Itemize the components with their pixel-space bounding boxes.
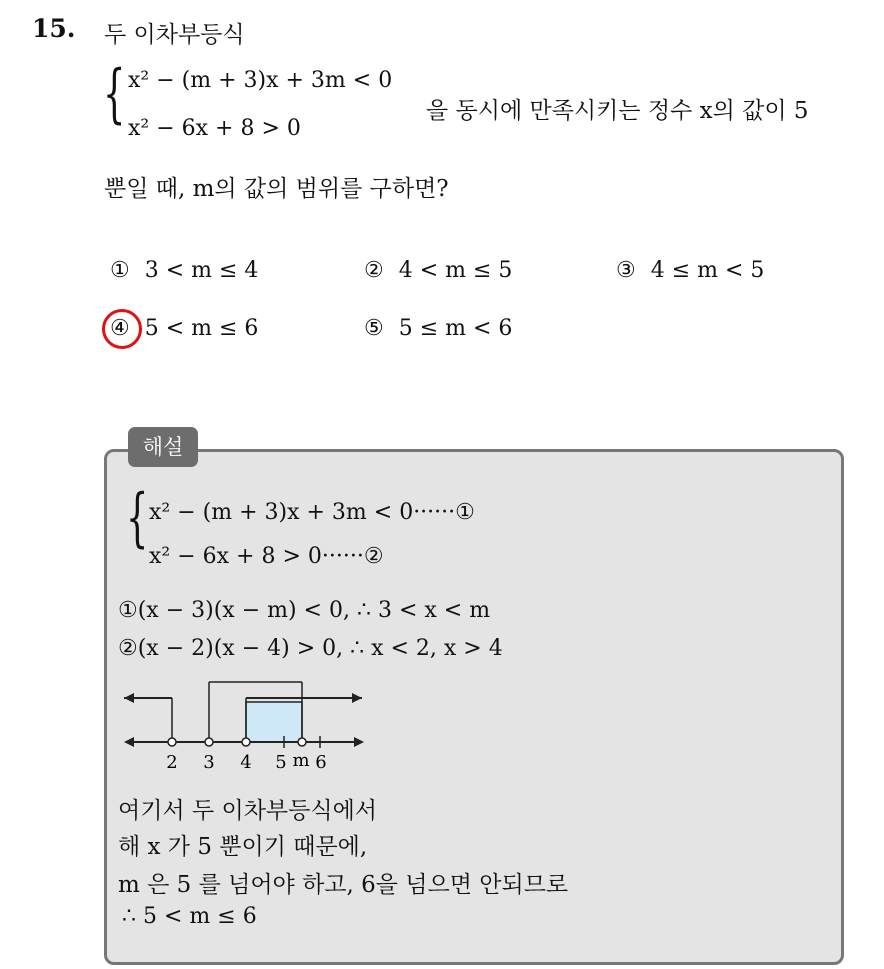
choice-text: 5 ≤ m < 6 (398, 316, 513, 341)
label-5: 5 (275, 752, 287, 773)
solution-system-line-2: x² − 6x + 8 > 0······② (149, 544, 384, 569)
open-point-4 (242, 738, 250, 746)
inequality-1: x² − (m + 3)x + 3m < 0 (128, 68, 393, 93)
choice-number: ③ (616, 258, 636, 283)
arrow-right-upper-icon (352, 693, 362, 703)
choice-3[interactable] (616, 258, 764, 283)
label-3: 3 (203, 752, 215, 773)
solution-text-2: 해 x 가 5 뿐이기 때문에, (118, 834, 368, 860)
condition-text: 을 동시에 만족시키는 정수 x의 값이 5 (426, 98, 809, 124)
choice-text: 4 < m ≤ 5 (398, 258, 513, 283)
axis-left-arrow-icon (124, 737, 134, 747)
solution-system-line-1: x² − (m + 3)x + 3m < 0······① (149, 500, 475, 525)
condition-text-2: 뿐일 때, m의 값의 범위를 구하면? (104, 176, 449, 202)
open-point-3 (205, 738, 213, 746)
axis-right-arrow-icon (354, 737, 364, 747)
question-number: 15. (32, 14, 76, 43)
choice-2[interactable] (364, 258, 512, 283)
system-brace: { (103, 57, 126, 131)
open-point-2 (168, 738, 176, 746)
label-6: 6 (315, 752, 327, 773)
arrow-left-upper-icon (124, 693, 134, 703)
inequality-2: x² − 6x + 8 > 0 (128, 116, 301, 141)
solution-region-highlight (246, 702, 302, 742)
label-2: 2 (166, 752, 178, 773)
choice-number: ⑤ (364, 316, 384, 341)
choice-text: 4 ≤ m < 5 (650, 258, 765, 283)
label-4: 4 (240, 752, 252, 773)
answer-circle-mark (102, 309, 142, 349)
question-intro: 두 이차부등식 (104, 22, 245, 48)
choice-5[interactable] (364, 316, 512, 341)
number-line-diagram (118, 674, 378, 778)
solution-conclusion: ∴ 5 < m ≤ 6 (122, 904, 257, 929)
solution-text-1: 여기서 두 이차부등식에서 (118, 798, 378, 824)
solution-step-1: ①(x − 3)(x − m) < 0, ∴ 3 < x < m (118, 598, 491, 623)
choice-number: ② (364, 258, 384, 283)
open-point-m (298, 738, 306, 746)
choice-1[interactable] (110, 258, 258, 283)
choice-text: 5 < m ≤ 6 (144, 316, 259, 341)
choice-number: ④ (110, 316, 130, 341)
choice-text: 3 < m ≤ 4 (144, 258, 259, 283)
choice-number: ① (110, 258, 130, 283)
solution-brace: { (126, 481, 149, 555)
solution-step-2: ②(x − 2)(x − 4) > 0, ∴ x < 2, x > 4 (118, 636, 503, 661)
solution-text-3: m 은 5 를 넘어야 하고, 6을 넘으면 안되므로 (118, 872, 569, 898)
label-m: m (292, 750, 310, 771)
solution-tag: 해설 (128, 427, 198, 467)
